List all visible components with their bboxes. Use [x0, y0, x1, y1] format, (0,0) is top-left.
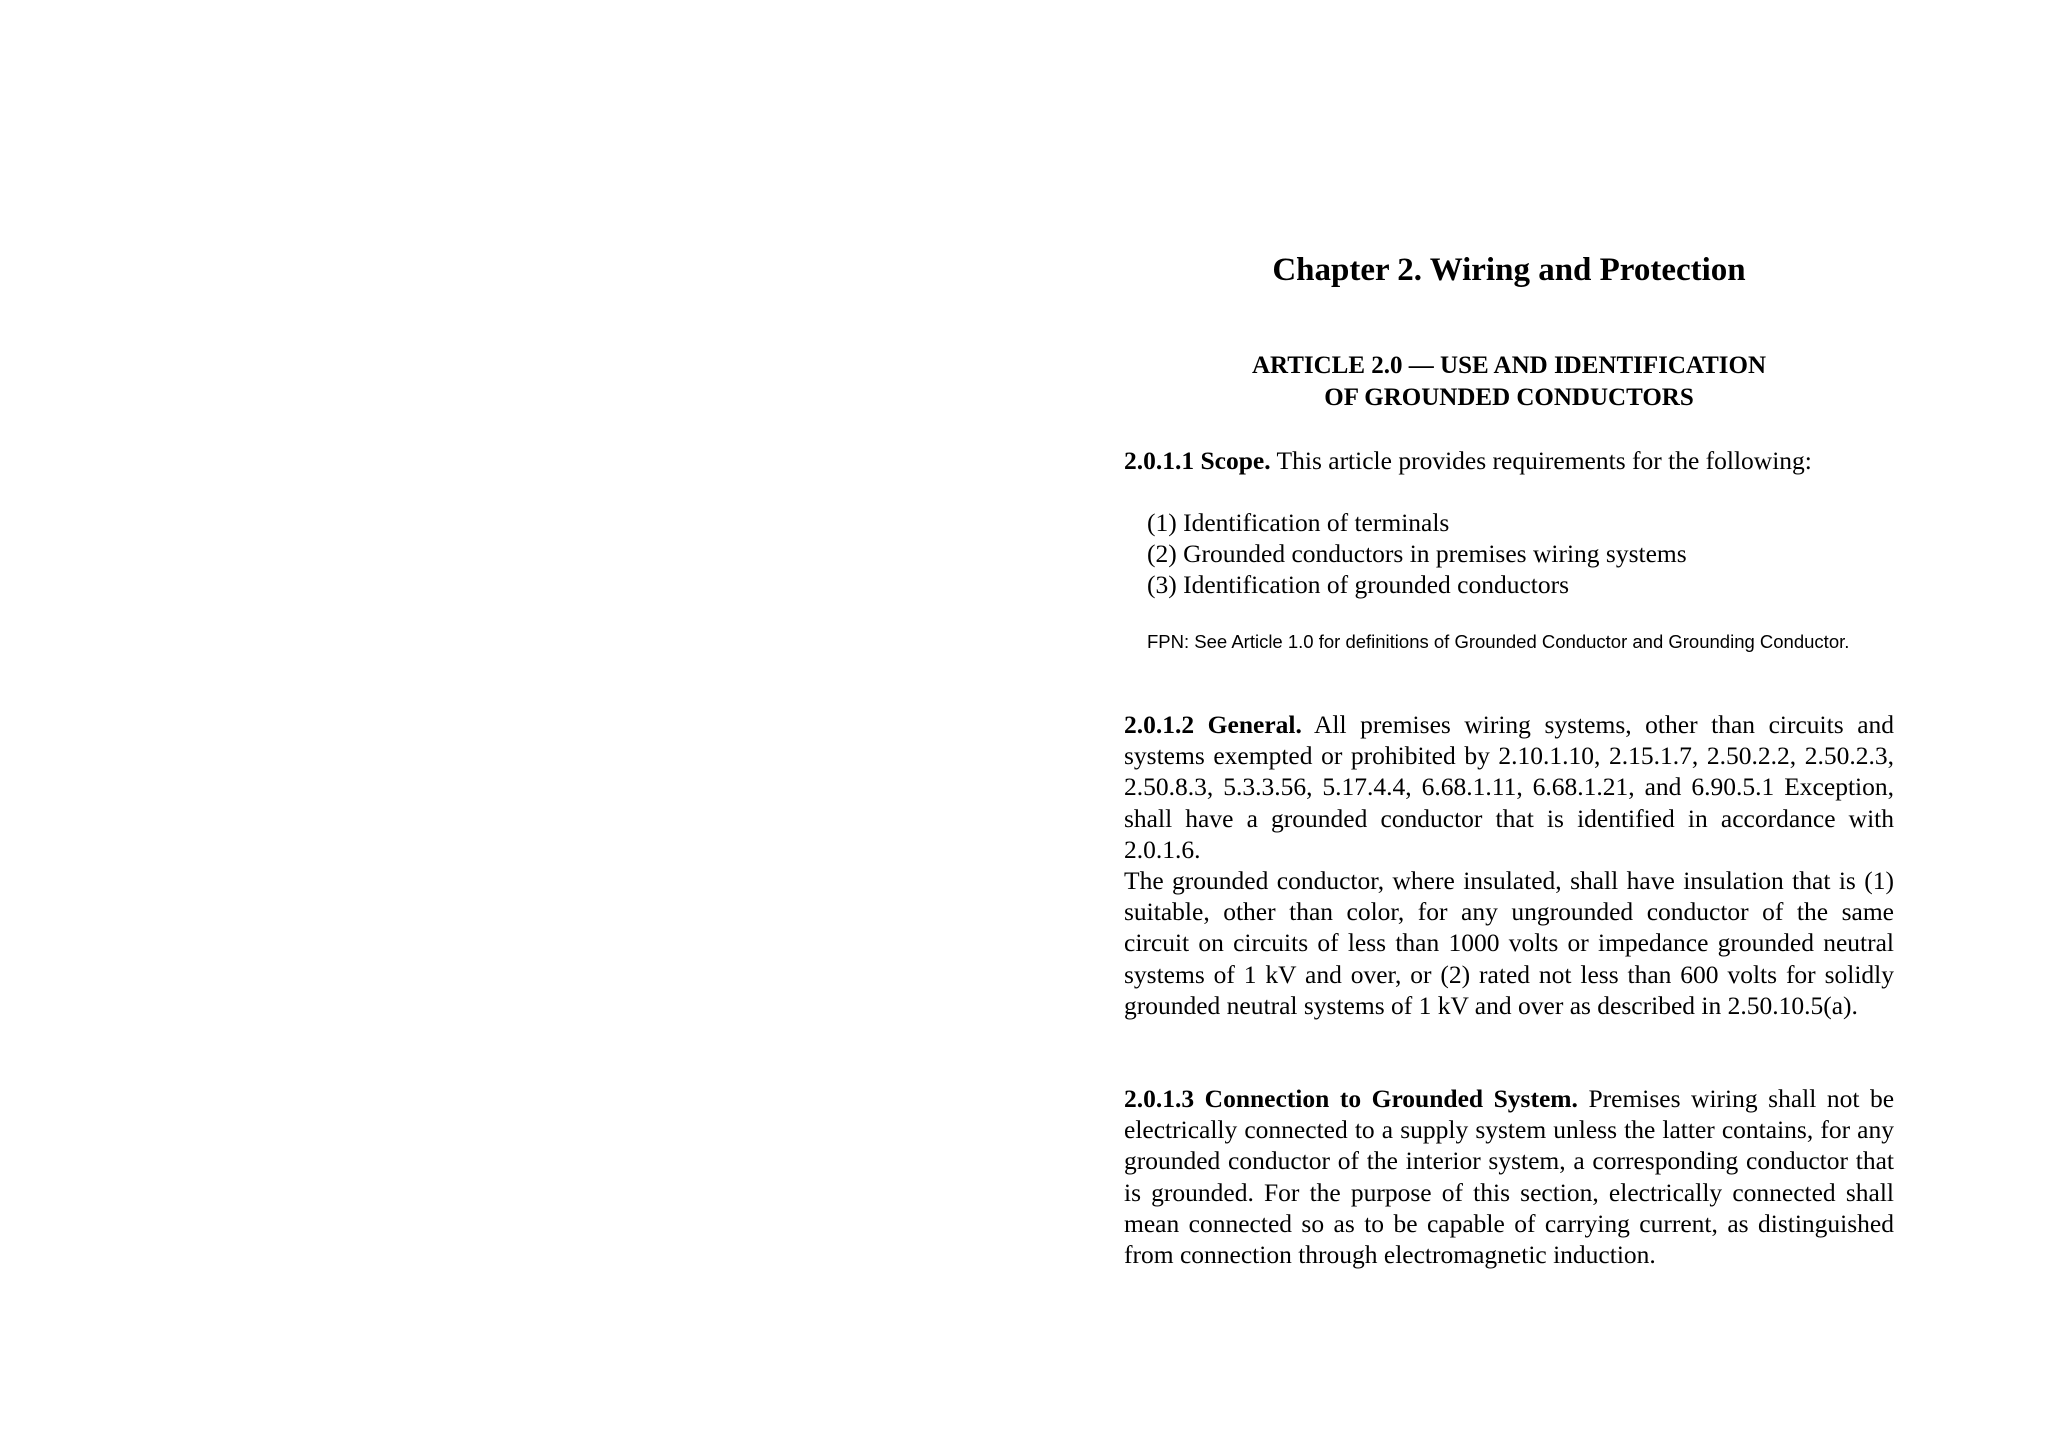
section-scope-heading: 2.0.1.1 Scope. [1124, 446, 1271, 475]
scope-list-item: (3) Identification of grounded conductors [1147, 570, 1570, 600]
fine-print-note: FPN: See Article 1.0 for definitions of Grounded Conductor and Grounding Conductor. [1147, 631, 1850, 652]
article-title-line-2: OF GROUNDED CONDUCTORS [1324, 384, 1694, 411]
section-general [1124, 709, 1894, 1021]
right-page [1124, 0, 1894, 1448]
section-general-heading: 2.0.1.2 General. [1124, 710, 1302, 739]
section-connection-text: Premises wiring shall not be electrically connected to a supply system unless the latter contains, for any grounded conductor of the interior system, a corresponding conductor that is grounded. For the purpose of this section, electrically connected shall mean connected so as to be capable of carrying current, as distinguished from connection through electromagnetic induction. [1124, 1084, 1895, 1270]
section-general-text-2: The grounded conductor, where insulated, shall have insulation that is (1) suitable, other than color, for any ungrounded conductor of the same circuit on circuits of less than 1000 volts or impedance grounded neutral systems of 1 kV and over, or (2) rated not less than 600 volts for solidly grounded neutral systems of 1 kV and over as described in 2.50.10.5(a). [1124, 866, 1894, 1020]
section-connection [1124, 1083, 1894, 1270]
chapter-title: Chapter 2. Wiring and Protection [1272, 252, 1746, 288]
article-title-line-1: ARTICLE 2.0 — USE AND IDENTIFICATION [1251, 352, 1767, 379]
section-connection-heading: 2.0.1.3 Connection to Grounded System. [1124, 1084, 1578, 1113]
article-title [1124, 350, 1894, 414]
section-scope-text: This article provides requirements for the following: [1270, 446, 1812, 475]
section-scope [1124, 445, 1894, 476]
scope-list-item: (2) Grounded conductors in premises wiring systems [1147, 539, 1687, 569]
scope-list [1147, 507, 1887, 601]
section-general-text: All premises wiring systems, other than circuits and systems exempted or prohibited by 2.10.1.10, 2.15.1.7, 2.50.2.2, 2.50.2.3, 2.50.8.3, 5.3.3.56, 5.17.4.4, 6.68.1.11, 6.68.1.21, and 6.90.5.1 Exception, shall have a grounded conductor that is identified in accordance with 2.0.1.6. [1124, 710, 1895, 864]
scope-list-item: (1) Identification of terminals [1147, 508, 1450, 537]
